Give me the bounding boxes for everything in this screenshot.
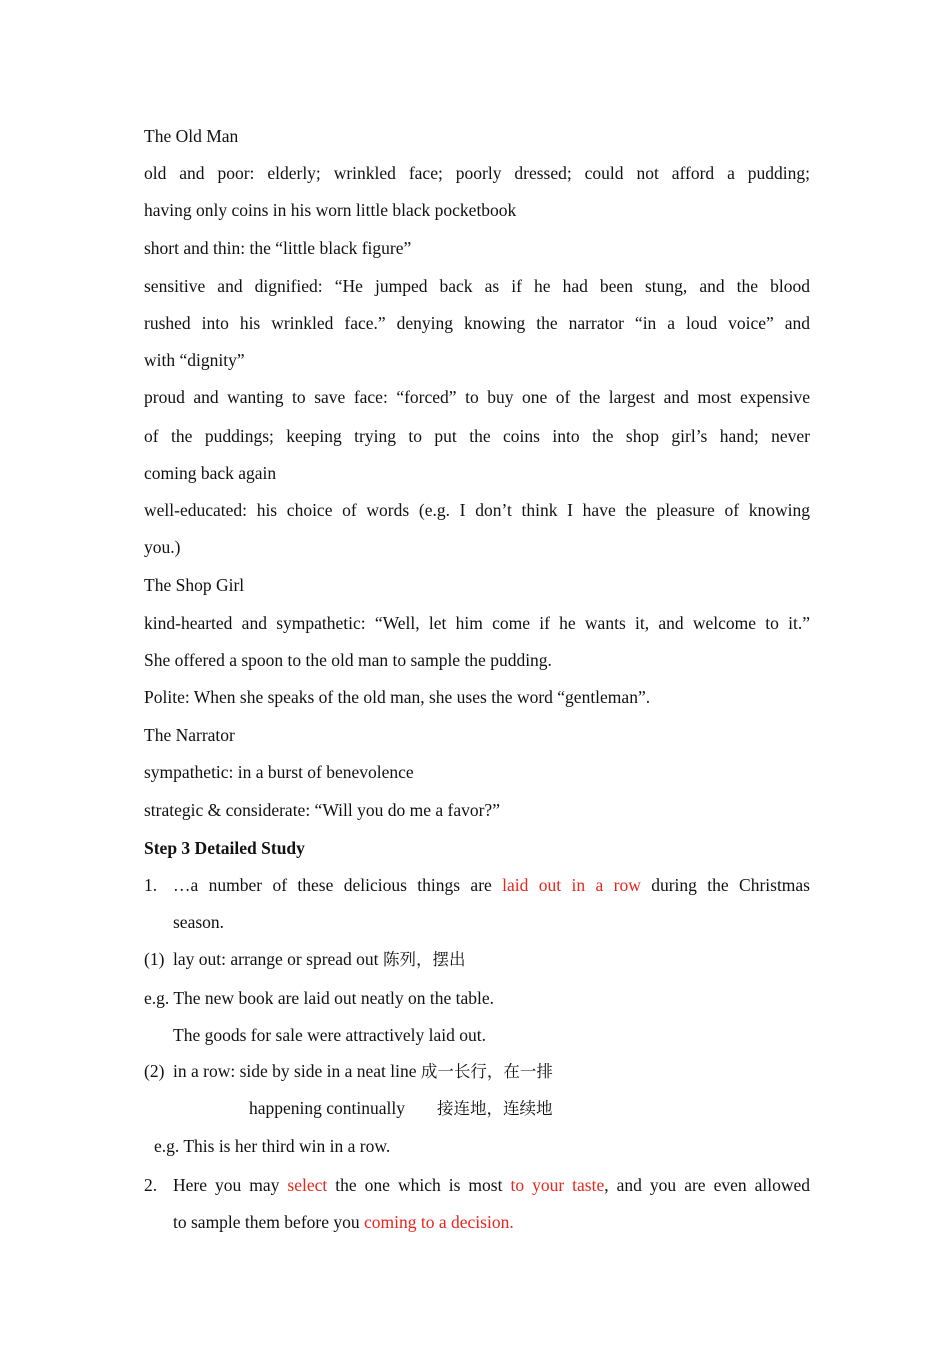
list-number: 2.: [144, 1175, 158, 1195]
highlighted-phrase: coming to a decision.: [364, 1212, 514, 1232]
heading-old-man: The Old Man: [144, 126, 239, 146]
item-text: the one which is most: [327, 1175, 511, 1195]
highlighted-word: select: [287, 1175, 328, 1195]
sub-item-2: [144, 1056, 810, 1086]
list-item-2-continuation: [173, 1207, 810, 1237]
text-line: proud and wanting to save face: “forced” to buy one of the largest and most expensive: [144, 387, 810, 407]
sub-item-1: [144, 944, 810, 974]
sub-text: lay out: arrange or spread out: [173, 949, 383, 969]
text-line: coming back again: [144, 463, 277, 483]
text-line: you.): [144, 537, 181, 557]
sub-text: happening continually: [249, 1098, 406, 1118]
text-line: sympathetic: in a burst of benevolence: [144, 762, 414, 782]
text-line: She offered a spoon to the old man to sample the pudding.: [144, 650, 552, 670]
item-text: Here you may: [173, 1175, 288, 1195]
text-line: rushed into his wrinkled face.” denying knowing the narrator “in a loud voice” and: [144, 313, 810, 333]
text-line: having only coins in his worn little black pocketbook: [144, 200, 517, 220]
text-line: kind-hearted and sympathetic: “Well, let him come if he wants it, and welcome to it.”: [144, 613, 810, 633]
item-text: , and you are even allowed: [604, 1175, 811, 1195]
list-item-1-continuation: season.: [173, 912, 225, 932]
text-line: Polite: When she speaks of the old man, she uses the word “gentleman”.: [144, 687, 651, 707]
chinese-gloss: 接连地，连续地: [437, 1099, 553, 1118]
text-line: short and thin: the “little black figure”: [144, 238, 412, 258]
item-text: to sample them before you: [173, 1212, 364, 1232]
item-text: during the Christmas: [640, 875, 810, 895]
example-line: e.g. This is her third win in a row.: [154, 1136, 391, 1156]
text-line: sensitive and dignified: “He jumped back as if he had been stung, and the blood: [144, 276, 810, 296]
chinese-gloss: 陈列，摆出: [382, 950, 466, 969]
list-item-1: [144, 870, 810, 900]
text-line: with “dignity”: [144, 350, 245, 370]
highlighted-phrase: laid out in a row: [502, 875, 641, 895]
heading-narrator: The Narrator: [144, 725, 235, 745]
chinese-gloss: 成一长行，在一排: [420, 1062, 553, 1081]
heading-shop-girl: The Shop Girl: [144, 575, 245, 595]
sub-item-2-continuation: [249, 1093, 810, 1123]
example-line: e.g. The new book are laid out neatly on the table.: [144, 988, 495, 1008]
text-line: of the puddings; keeping trying to put the coins into the shop girl’s hand; never: [144, 426, 810, 446]
text-line: old and poor: elderly; wrinkled face; poorly dressed; could not afford a pudding;: [144, 163, 810, 183]
list-number: 1.: [144, 875, 158, 895]
text-line: strategic & considerate: “Will you do me a favor?”: [144, 800, 500, 820]
item-text: …a number of these delicious things are: [173, 875, 503, 895]
sub-number: (2): [144, 1061, 165, 1081]
sub-number: (1): [144, 949, 165, 969]
heading-step-3: Step 3 Detailed Study: [144, 838, 305, 858]
text-line: well-educated: his choice of words (e.g. I don’t think I have the pleasure of knowing: [144, 500, 810, 520]
sub-text: in a row: side by side in a neat line: [173, 1061, 421, 1081]
highlighted-phrase: to your taste: [510, 1175, 605, 1195]
list-item-2: [144, 1170, 810, 1200]
example-line: The goods for sale were attractively laid out.: [173, 1025, 486, 1045]
